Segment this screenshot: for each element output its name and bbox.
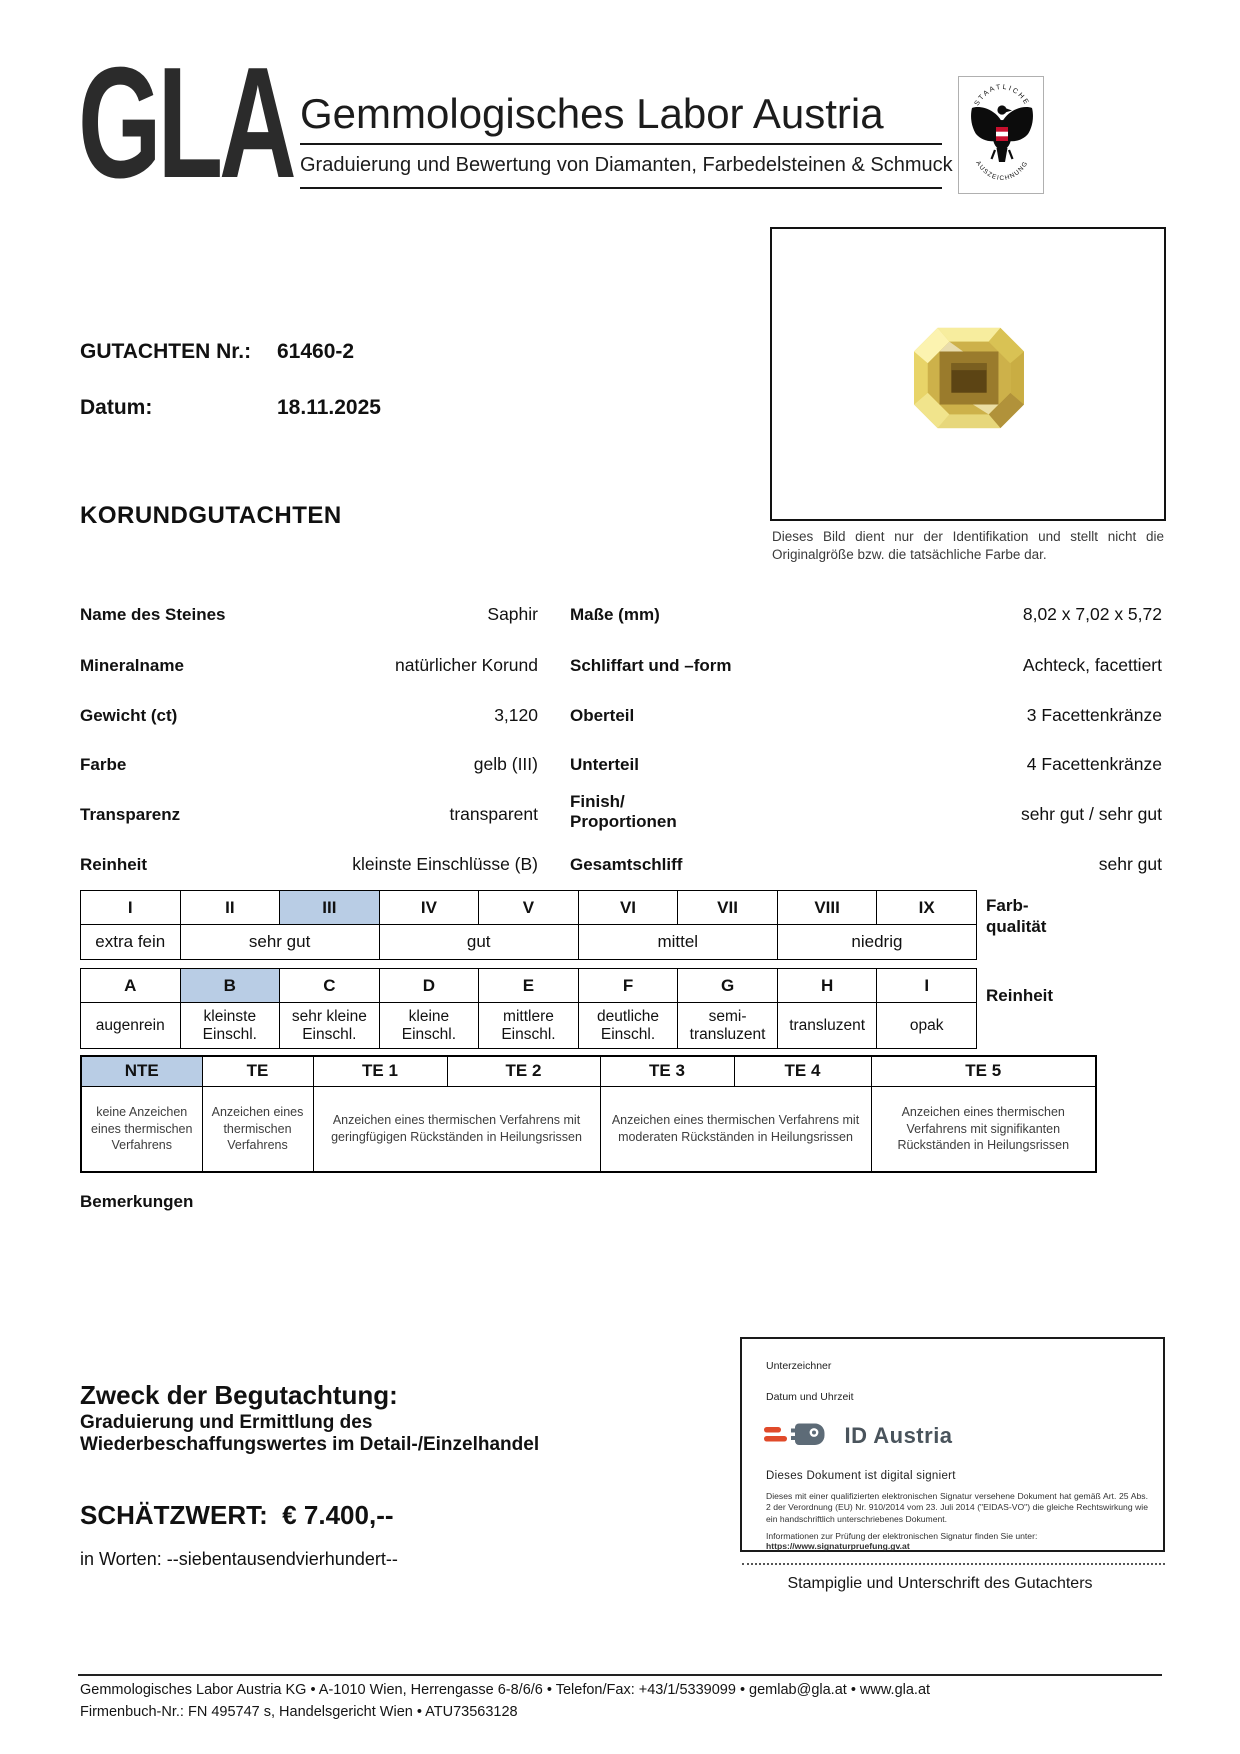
clarity-grade-cell: A	[81, 969, 181, 1003]
emblem-top-text: STAATLICHE	[973, 83, 1031, 108]
field-value: sehr gut	[1098, 854, 1162, 874]
color-grade-cell: I	[81, 891, 181, 925]
valuation-amount: € 7.400,--	[282, 1500, 394, 1530]
signer-label: Unterzeichner	[766, 1360, 832, 1372]
report-number-label: GUTACHTEN Nr.:	[80, 340, 252, 363]
color-grade-cell: II	[180, 891, 280, 925]
treatment-header-cell: TE 5	[871, 1056, 1096, 1086]
color-grade-cell: IX	[877, 891, 977, 925]
field-label: Farbe	[80, 755, 127, 774]
field-label: Name des Steines	[80, 605, 226, 624]
signature-info-line	[766, 1531, 1156, 1551]
color-grade-table	[80, 890, 977, 960]
field-value: kleinste Einschlüsse (B)	[352, 854, 538, 874]
field-value: sehr gut / sehr gut	[1020, 804, 1162, 824]
clarity-desc-cell: transluzent	[777, 1003, 877, 1049]
field-value: 8,02 x 7,02 x 5,72	[1022, 604, 1162, 624]
document-title: KORUNDGUTACHTEN	[80, 502, 342, 529]
field-value: 4 Facettenkränze	[1026, 754, 1162, 774]
treatment-desc-cell: Anzeichen eines thermischen Verfahrens mit signifikanten Rückständen in Heilungsrissen	[871, 1086, 1096, 1172]
field-label: Gewicht (ct)	[80, 706, 178, 725]
valuation-label: SCHÄTZWERT:	[80, 1500, 268, 1530]
field-label: Maße (mm)	[570, 605, 660, 624]
clarity-grade-cell-selected: B	[180, 969, 280, 1003]
digital-signed-note: Dieses Dokument ist digital signiert	[766, 1470, 956, 1482]
svg-text:STAATLICHE	[974, 84, 1031, 107]
field-label: Reinheit	[80, 855, 148, 874]
treatment-table	[80, 1055, 1097, 1173]
clarity-axis-label: Reinheit	[986, 986, 1054, 1005]
signature-legal-text: Dieses mit einer qualifizierten elektronischen Signatur versehene Dokument hat gemäß Art. 25 Abs. 2 der Verordnung (EU) Nr. 910/2014 vom 23. Juli 2014 ("EIDAS-VO") die gleiche Rechtswirkung wie ein handschriftlich unterschriebenes Dokument.	[766, 1491, 1148, 1524]
id-austria-logo	[764, 1419, 1024, 1457]
treatment-desc-cell: Anzeichen eines thermischen Verfahrens	[202, 1086, 313, 1172]
treatment-header-cell: TE	[202, 1056, 313, 1086]
austrian-eagle-emblem	[958, 76, 1044, 194]
valuation-row	[80, 1500, 394, 1531]
field-value: gelb (III)	[473, 754, 538, 774]
signature-box	[740, 1337, 1165, 1552]
clarity-grade-cell: C	[280, 969, 380, 1003]
clarity-desc-cell: sehr kleine Einschl.	[280, 1003, 380, 1049]
field-value: transparent	[449, 804, 538, 824]
purpose-title: Zweck der Begutachtung:	[80, 1380, 398, 1410]
color-grade-group: niedrig	[777, 925, 976, 960]
color-grade-group: mittel	[578, 925, 777, 960]
clarity-grade-cell: I	[877, 969, 977, 1003]
report-date-value: 18.11.2025	[277, 396, 381, 419]
color-grade-group: gut	[379, 925, 578, 960]
clarity-grade-cell: D	[379, 969, 479, 1003]
clarity-desc-cell: augenrein	[81, 1003, 181, 1049]
color-grade-cell: IV	[379, 891, 479, 925]
stamp-dotted-line	[742, 1563, 1165, 1565]
gem-photo-frame	[770, 227, 1166, 521]
report-number-value: 61460-2	[277, 340, 355, 363]
field-label: Finish/ Proportionen	[570, 792, 677, 832]
field-label: Mineralname	[80, 656, 184, 675]
footer-line-1: Gemmologisches Labor Austria KG • A-1010 Wien, Herrengasse 6-8/6/6 • Telefon/Fax: +43/1/5339099 • gemlab@gla.at • www.gla.at	[80, 1682, 931, 1698]
treatment-header-cell: TE 3	[600, 1056, 734, 1086]
field-label: Transparenz	[80, 805, 181, 824]
datetime-label: Datum und Uhrzeit	[766, 1391, 854, 1403]
gem-photo	[909, 324, 1029, 432]
field-value: Achteck, facettiert	[1022, 655, 1162, 675]
footer-rule	[78, 1674, 1162, 1676]
gla-logo: GLA	[78, 35, 293, 211]
clarity-grade-cell: F	[578, 969, 678, 1003]
eagle-icon	[971, 105, 1033, 162]
valuation-in-words: in Worten: --siebentausendvierhundert--	[80, 1549, 398, 1569]
lab-title: Gemmologisches Labor Austria	[300, 90, 884, 137]
color-grade-cell: VIII	[777, 891, 877, 925]
signature-info-url: https://www.signaturpruefung.gv.at	[766, 1541, 910, 1551]
clarity-grade-cell: E	[479, 969, 579, 1003]
id-austria-icon	[764, 1419, 830, 1453]
field-value: 3 Facettenkränze	[1026, 705, 1162, 725]
svg-text:AUSZEICHNUNG	[974, 160, 1030, 182]
color-grade-cell-selected: III	[280, 891, 380, 925]
field-label: Gesamtschliff	[570, 855, 683, 874]
emblem-bottom-text: AUSZEICHNUNG	[974, 159, 1030, 183]
treatment-header-cell: TE 1	[313, 1056, 447, 1086]
color-grade-cell: VI	[578, 891, 678, 925]
treatment-header-cell: TE 2	[447, 1056, 600, 1086]
field-label: Unterteil	[570, 755, 639, 774]
eagle-svg	[959, 77, 1045, 195]
field-label: Oberteil	[570, 706, 635, 725]
treatment-desc-cell: Anzeichen eines thermischen Verfahrens mit geringfügigen Rückständen in Heilungsrissen	[313, 1086, 600, 1172]
clarity-grade-table	[80, 968, 977, 1049]
photo-disclaimer: Dieses Bild dient nur der Identifikation und stellt nicht die Originalgröße bzw. die tatsächliche Farbe dar.	[772, 529, 1164, 563]
clarity-desc-cell: deutliche Einschl.	[578, 1003, 678, 1049]
field-label: Schliffart und –form	[570, 656, 732, 675]
remarks-label: Bemerkungen	[80, 1192, 194, 1211]
purpose-line-1: Graduierung und Ermittlung des	[80, 1412, 373, 1433]
clarity-grade-cell: H	[777, 969, 877, 1003]
footer-line-2: Firmenbuch-Nr.: FN 495747 s, Handelsgericht Wien • ATU73563128	[80, 1704, 518, 1720]
field-value: natürlicher Korund	[395, 655, 538, 675]
color-grade-group: extra fein	[81, 925, 181, 960]
purpose-line-2: Wiederbeschaffungswertes im Detail-/Einzelhandel	[80, 1434, 540, 1455]
color-grade-cell: V	[479, 891, 579, 925]
id-austria-wordmark: ID Austria	[844, 1423, 953, 1448]
clarity-desc-cell: opak	[877, 1003, 977, 1049]
treatment-desc-cell: Anzeichen eines thermischen Verfahrens mit moderaten Rückständen in Heilungsrissen	[600, 1086, 871, 1172]
stamp-caption: Stampiglie und Unterschrift des Gutachters	[787, 1575, 1093, 1592]
lab-subtitle: Graduierung und Bewertung von Diamanten, Farbedelsteinen & Schmuck	[300, 154, 953, 176]
clarity-desc-cell: kleinste Einschl.	[180, 1003, 280, 1049]
color-quality-axis-label: Farb- qualität	[986, 896, 1047, 937]
color-grade-cell: VII	[678, 891, 778, 925]
title-rule-top	[300, 143, 942, 145]
clarity-desc-cell: mittlere Einschl.	[479, 1003, 579, 1049]
title-rule-bottom	[300, 187, 942, 189]
clarity-desc-cell: semi-transluzent	[678, 1003, 778, 1049]
color-grade-group: sehr gut	[180, 925, 379, 960]
clarity-grade-cell: G	[678, 969, 778, 1003]
treatment-header-cell: TE 4	[734, 1056, 871, 1086]
report-date-label: Datum:	[80, 396, 153, 419]
treatment-desc-cell: keine Anzeichen eines thermischen Verfahrens	[81, 1086, 202, 1172]
field-value: 3,120	[494, 705, 538, 725]
signature-info-text: Informationen zur Prüfung der elektronischen Signatur finden Sie unter:	[766, 1531, 1038, 1541]
clarity-desc-cell: kleine Einschl.	[379, 1003, 479, 1049]
field-value: Saphir	[487, 604, 538, 624]
treatment-header-cell-selected: NTE	[81, 1056, 202, 1086]
